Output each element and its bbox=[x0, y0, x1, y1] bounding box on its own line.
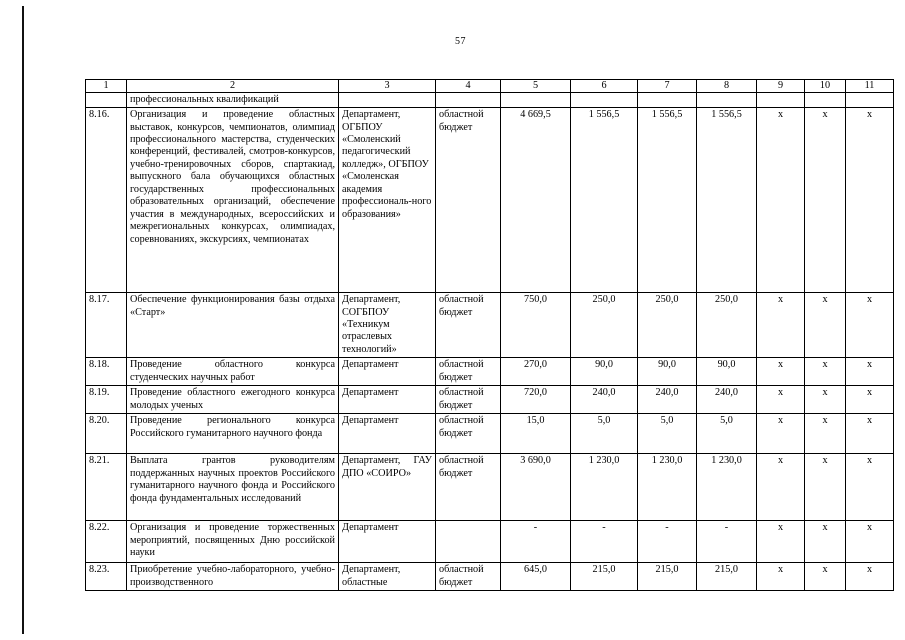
measure-name: Проведение областного ежегодного конкурса молодых ученых bbox=[127, 386, 339, 414]
year-3-amount: 90,0 bbox=[697, 358, 757, 386]
year-2-amount: 250,0 bbox=[638, 293, 697, 358]
col-11-value: х bbox=[846, 414, 894, 454]
funding-source bbox=[436, 521, 501, 563]
year-3-amount: 215,0 bbox=[697, 563, 757, 591]
col-10-value: х bbox=[805, 563, 846, 591]
column-header: 10 bbox=[805, 80, 846, 93]
total-amount: 270,0 bbox=[501, 358, 571, 386]
measure-name: Организация и проведение областных выставок, конкурсов, чемпионатов, олимпиад профессионального мастерства, студенческих конференций, фестивалей, смотров-конкурсов, учебно-тренировочных сборов, спартакиад, выпускного бала обучающихся областных государственных профессиональных образовательных организаций, обеспечение участия в международных, всероссийских и межрегиональных конкурсах, олимпиадах, соревнованиях, экскурсиях, чемпионатах bbox=[127, 108, 339, 293]
measure-number: 8.22. bbox=[86, 521, 127, 563]
continuation-row bbox=[86, 92, 894, 107]
year-3-amount: 250,0 bbox=[697, 293, 757, 358]
total-amount: - bbox=[501, 521, 571, 563]
year-3-amount: 5,0 bbox=[697, 414, 757, 454]
col-10-value: х bbox=[805, 454, 846, 521]
column-header: 5 bbox=[501, 80, 571, 93]
column-number-row bbox=[86, 80, 894, 93]
page-binding-line bbox=[22, 6, 24, 634]
table-row bbox=[86, 108, 894, 293]
table-row bbox=[86, 386, 894, 414]
col-9-value: х bbox=[757, 454, 805, 521]
total-amount: 15,0 bbox=[501, 414, 571, 454]
year-1-amount: 240,0 bbox=[571, 386, 638, 414]
measure-number: 8.20. bbox=[86, 414, 127, 454]
measure-executor: Департамент bbox=[339, 414, 436, 454]
measure-number: 8.18. bbox=[86, 358, 127, 386]
col-9-value: х bbox=[757, 563, 805, 591]
year-1-amount: - bbox=[571, 521, 638, 563]
funding-source: областной бюджет bbox=[436, 414, 501, 454]
year-2-amount: 5,0 bbox=[638, 414, 697, 454]
col-9-value: х bbox=[757, 386, 805, 414]
col-10-value: х bbox=[805, 293, 846, 358]
year-1-amount: 1 556,5 bbox=[571, 108, 638, 293]
table-row bbox=[86, 454, 894, 521]
continuation-text: профессиональных квалификаций bbox=[127, 92, 339, 107]
col-10-value: х bbox=[805, 358, 846, 386]
year-2-amount: 90,0 bbox=[638, 358, 697, 386]
table-row bbox=[86, 358, 894, 386]
measure-name: Организация и проведение торжественных мероприятий, посвященных Дню российской науки bbox=[127, 521, 339, 563]
column-header: 8 bbox=[697, 80, 757, 93]
column-header: 4 bbox=[436, 80, 501, 93]
measure-number: 8.21. bbox=[86, 454, 127, 521]
year-3-amount: 1 230,0 bbox=[697, 454, 757, 521]
table-row bbox=[86, 521, 894, 563]
col-10-value: х bbox=[805, 108, 846, 293]
measure-executor: Департамент, СОГБПОУ «Техникум отраслевых технологий» bbox=[339, 293, 436, 358]
total-amount: 750,0 bbox=[501, 293, 571, 358]
total-amount: 645,0 bbox=[501, 563, 571, 591]
measure-number: 8.19. bbox=[86, 386, 127, 414]
total-amount: 4 669,5 bbox=[501, 108, 571, 293]
year-1-amount: 5,0 bbox=[571, 414, 638, 454]
year-3-amount: 240,0 bbox=[697, 386, 757, 414]
column-header: 1 bbox=[86, 80, 127, 93]
year-2-amount: 1 556,5 bbox=[638, 108, 697, 293]
col-10-value: х bbox=[805, 414, 846, 454]
measure-executor: Департамент, областные bbox=[339, 563, 436, 591]
measure-number: 8.16. bbox=[86, 108, 127, 293]
col-9-value: х bbox=[757, 108, 805, 293]
measure-number: 8.23. bbox=[86, 563, 127, 591]
year-3-amount: 1 556,5 bbox=[697, 108, 757, 293]
col-11-value: х bbox=[846, 386, 894, 414]
measure-name: Выплата грантов руководителям поддержанных научных проектов Российского гуманитарного научного фонда и Российского фонда фундаментальных исследований bbox=[127, 454, 339, 521]
measure-executor: Департамент bbox=[339, 521, 436, 563]
column-header: 3 bbox=[339, 80, 436, 93]
measure-executor: Департамент bbox=[339, 358, 436, 386]
col-11-value: х bbox=[846, 108, 894, 293]
col-11-value: х bbox=[846, 563, 894, 591]
col-9-value: х bbox=[757, 293, 805, 358]
column-header: 6 bbox=[571, 80, 638, 93]
funding-source: областной бюджет bbox=[436, 358, 501, 386]
measure-executor: Департамент, ОГБПОУ «Смоленский педагогический колледж», ОГБПОУ «Смоленская академия профессиональ-ного образования» bbox=[339, 108, 436, 293]
funding-source: областной бюджет bbox=[436, 563, 501, 591]
table-row bbox=[86, 414, 894, 454]
funding-source: областной бюджет bbox=[436, 386, 501, 414]
col-11-value: х bbox=[846, 293, 894, 358]
col-11-value: х bbox=[846, 521, 894, 563]
column-header: 11 bbox=[846, 80, 894, 93]
col-10-value: х bbox=[805, 386, 846, 414]
year-1-amount: 250,0 bbox=[571, 293, 638, 358]
year-2-amount: 240,0 bbox=[638, 386, 697, 414]
year-2-amount: 1 230,0 bbox=[638, 454, 697, 521]
funding-source: областной бюджет bbox=[436, 293, 501, 358]
measure-executor: Департамент, ГАУ ДПО «СОИРО» bbox=[339, 454, 436, 521]
measure-name: Проведение областного конкурса студенческих научных работ bbox=[127, 358, 339, 386]
program-measures-table bbox=[85, 79, 894, 591]
year-1-amount: 90,0 bbox=[571, 358, 638, 386]
total-amount: 720,0 bbox=[501, 386, 571, 414]
year-2-amount: - bbox=[638, 521, 697, 563]
column-header: 9 bbox=[757, 80, 805, 93]
total-amount: 3 690,0 bbox=[501, 454, 571, 521]
funding-source: областной бюджет bbox=[436, 454, 501, 521]
table-row bbox=[86, 563, 894, 591]
measure-name: Приобретение учебно-лабораторного, учебно-производственного bbox=[127, 563, 339, 591]
measure-number: 8.17. bbox=[86, 293, 127, 358]
col-9-value: х bbox=[757, 358, 805, 386]
measure-executor: Департамент bbox=[339, 386, 436, 414]
col-11-value: х bbox=[846, 358, 894, 386]
table-row bbox=[86, 293, 894, 358]
measure-name: Проведение регионального конкурса Российского гуманитарного научного фонда bbox=[127, 414, 339, 454]
col-11-value: х bbox=[846, 454, 894, 521]
measure-name: Обеспечение функционирования базы отдыха «Старт» bbox=[127, 293, 339, 358]
col-10-value: х bbox=[805, 521, 846, 563]
year-2-amount: 215,0 bbox=[638, 563, 697, 591]
column-header: 7 bbox=[638, 80, 697, 93]
year-1-amount: 215,0 bbox=[571, 563, 638, 591]
funding-source: областной бюджет bbox=[436, 108, 501, 293]
col-9-value: х bbox=[757, 414, 805, 454]
col-9-value: х bbox=[757, 521, 805, 563]
year-1-amount: 1 230,0 bbox=[571, 454, 638, 521]
page-number: 57 bbox=[455, 36, 466, 47]
year-3-amount: - bbox=[697, 521, 757, 563]
column-header: 2 bbox=[127, 80, 339, 93]
